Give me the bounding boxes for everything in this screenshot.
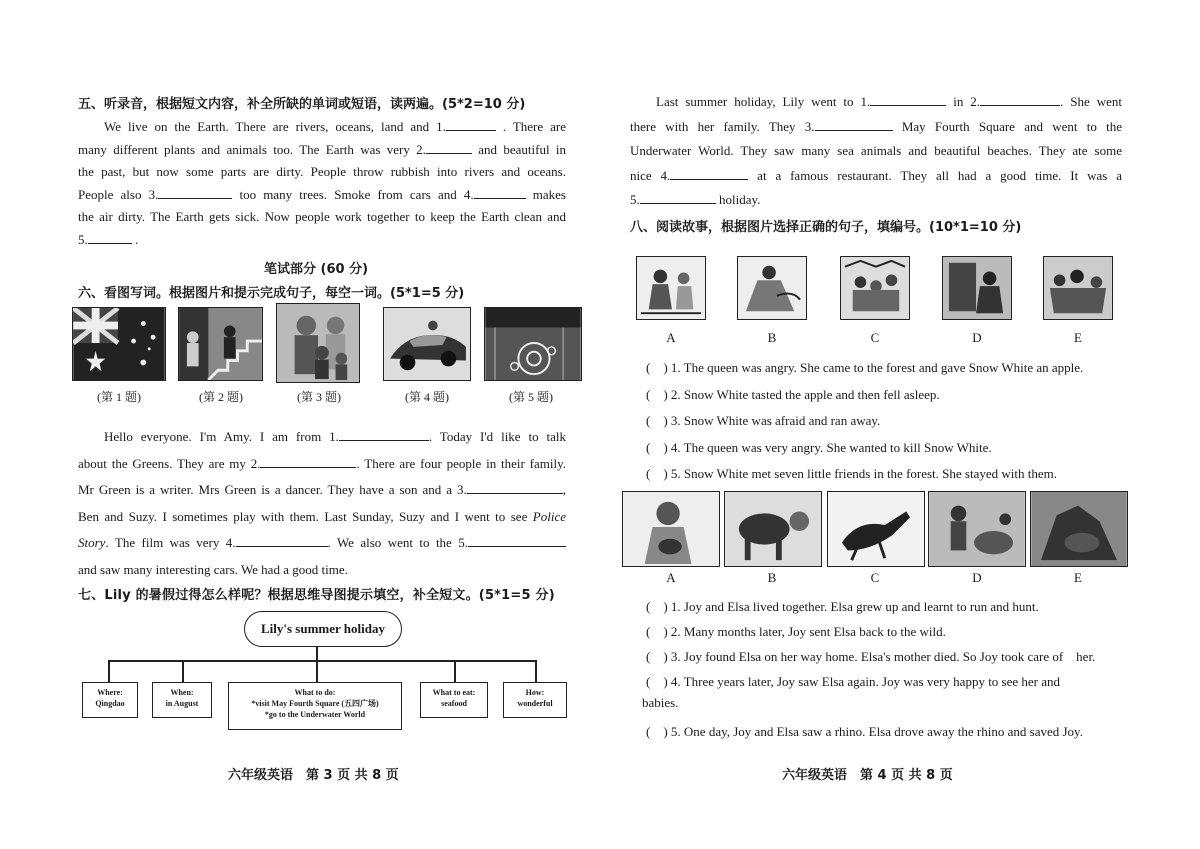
mindmap-what-to-do: What to do: *visit May Fourth Square (五四广场) *go to the Underwater World xyxy=(228,682,402,730)
s5-line-5: the air dirty. The Earth gets sick. Now people work together to keep the Earth clean and xyxy=(78,209,566,224)
story2-picture-c xyxy=(827,491,925,567)
letter-a-2: A xyxy=(666,570,676,585)
s7-line-3: Underwater World. They saw many sea animals and beautiful beaches. They ate some xyxy=(630,143,1122,158)
story2-item-1[interactable]: ( ) 1. Joy and Elsa lived together. Elsa grew up and learnt to run and hunt. xyxy=(646,599,1039,614)
s7-line-4: nice 4. at a famous restaurant. They all had a good time. It was a xyxy=(630,167,1123,183)
mindmap-leg-2 xyxy=(182,660,184,682)
s6-line-6: and saw many interesting cars. We had a good time. xyxy=(78,561,348,577)
s5-blank-5[interactable] xyxy=(88,230,132,244)
s7-blank-5[interactable] xyxy=(640,190,716,204)
letter-d: D xyxy=(972,330,982,345)
letter-a: A xyxy=(666,330,676,345)
story2-item-4-cont: babies. xyxy=(642,695,679,710)
story1-picture-e xyxy=(1043,256,1113,320)
story1-item-5[interactable]: ( ) 5. Snow White met seven little friends in the forest. She stayed with them. xyxy=(646,466,1057,481)
s7-line-1: Last summer holiday, Lily went to 1. in 2. . She went xyxy=(656,94,1122,109)
story1-picture-a xyxy=(636,256,706,320)
section-7-title: 七、Lily 的暑假过得怎么样呢？根据思维导图提示填空，补全短文。(5*1=5 分) xyxy=(78,588,555,603)
s5-line-3: the past, but now some parts are dirty. People throw rubbish into rivers and oceans. xyxy=(78,164,566,179)
caption-2: (第 2 题) xyxy=(199,390,243,404)
section-7-passage xyxy=(630,90,1122,213)
s6-blank-5[interactable] xyxy=(468,533,566,547)
section-5-title: 五、听录音，根据短文内容，补全所缺的单词或短语，读两遍。(5*2=10 分) xyxy=(78,97,526,112)
story2-picture-a xyxy=(622,491,720,567)
caption-3: (第 3 题) xyxy=(297,390,341,404)
s6-blank-2[interactable] xyxy=(260,454,356,468)
s5-line-2: many different plants and animals too. The Earth was very 2. and beautiful in xyxy=(78,141,566,157)
s6-blank-4[interactable] xyxy=(236,533,328,547)
story1-item-3[interactable]: ( ) 3. Snow White was afraid and ran away. xyxy=(646,413,881,428)
mindmap-where: Where: Qingdao xyxy=(82,682,138,718)
s6-line-1: Hello everyone. I'm Amy. I am from 1. . Today I'd like to talk xyxy=(104,429,566,444)
s6-line-2: about the Greens. They are my 2. . There are four people in their family. xyxy=(78,455,566,471)
picture-australia-flag xyxy=(72,307,166,381)
s5-line-1: We live on the Earth. There are rivers, oceans, land and 1. . There are xyxy=(104,119,566,134)
s5-line-4: People also 3. too many trees. Smoke from cars and 4. makes xyxy=(78,186,566,202)
letter-e-2: E xyxy=(1074,570,1082,585)
letter-c: C xyxy=(870,330,880,345)
s6-line-3: Mr Green is a writer. Mrs Green is a dancer. They have a son and a 3. , xyxy=(78,482,566,497)
story1-picture-c xyxy=(840,256,910,320)
s7-line-5: 5. holiday. xyxy=(630,192,761,207)
story2-picture-e xyxy=(1030,491,1128,567)
story2-item-4[interactable]: ( ) 4. Three years later, Joy saw Elsa again. Joy was very happy to see her and xyxy=(646,674,1061,689)
s6-blank-3[interactable] xyxy=(467,480,563,494)
mindmap-bar xyxy=(108,660,536,662)
story1-picture-b xyxy=(737,256,807,320)
s5-blank-3[interactable] xyxy=(158,185,232,199)
story1-picture-d xyxy=(942,256,1012,320)
flag-icon xyxy=(73,308,165,380)
caption-4: (第 4 题) xyxy=(405,390,449,404)
story1-item-1[interactable]: ( ) 1. The queen was angry. She came to the forest and gave Snow White an apple. xyxy=(646,360,1084,375)
mindmap-leg-4 xyxy=(454,660,456,682)
page-footer-3: 六年级英语 第 3 页 共 8 页 xyxy=(228,768,399,783)
mindmap-what-to-eat: What to eat: seafood xyxy=(420,682,488,718)
mindmap-leg-3 xyxy=(316,660,318,682)
mindmap-how: How: wonderful xyxy=(503,682,567,718)
page-footer-4: 六年级英语 第 4 页 共 8 页 xyxy=(782,768,953,783)
letter-b: B xyxy=(767,330,777,345)
s7-blank-1[interactable] xyxy=(870,92,946,106)
mindmap-leg-5 xyxy=(535,660,537,682)
written-part-title: 笔试部分 (60 分) xyxy=(264,262,369,277)
s5-blank-4[interactable] xyxy=(474,185,526,199)
s6-line-4: Ben and Suzy. I sometimes play with them. Last Sunday, Suzy and I went to see Police xyxy=(78,508,566,524)
s7-line-2: there with her family. They 3. May Fourth Square and went to the xyxy=(630,118,1122,134)
s6-blank-1[interactable] xyxy=(339,427,429,441)
s5-blank-1[interactable] xyxy=(446,117,496,131)
picture-car xyxy=(383,307,471,381)
s7-blank-4[interactable] xyxy=(670,166,748,180)
story2-item-2[interactable]: ( ) 2. Many months later, Joy sent Elsa back to the wild. xyxy=(646,624,946,639)
letter-b-2: B xyxy=(767,570,777,585)
caption-1: (第 1 题) xyxy=(97,390,141,404)
story2-picture-d xyxy=(928,491,1026,567)
s5-line-6: 5. . xyxy=(78,231,139,247)
story2-picture-b xyxy=(724,491,822,567)
s5-blank-2[interactable] xyxy=(426,140,472,154)
picture-family xyxy=(276,303,360,383)
letter-c-2: C xyxy=(870,570,880,585)
s7-blank-2[interactable] xyxy=(980,92,1060,106)
picture-stairs-people xyxy=(178,307,263,381)
story1-item-2[interactable]: ( ) 2. Snow White tasted the apple and then fell asleep. xyxy=(646,387,940,402)
section-6-title: 六、看图写词。根据图片和提示完成句子，每空一词。(5*1=5 分) xyxy=(78,286,465,301)
s7-blank-3[interactable] xyxy=(815,117,893,131)
letter-e: E xyxy=(1074,330,1082,345)
right-page xyxy=(600,0,1200,849)
caption-5: (第 5 题) xyxy=(509,390,553,404)
section-8-title: 八、阅读故事，根据图片选择正确的句子，填编号。(10*1=10 分) xyxy=(630,220,1022,235)
picture-car-museum xyxy=(484,307,582,381)
section-6-passage xyxy=(78,424,566,583)
mindmap-root: Lily's summer holiday xyxy=(244,611,402,647)
story2-item-3[interactable]: ( ) 3. Joy found Elsa on her way home. Elsa's mother died. So Joy took care of her. xyxy=(646,649,1096,664)
letter-d-2: D xyxy=(972,570,982,585)
mindmap-when: When: in August xyxy=(152,682,212,718)
mindmap-leg-1 xyxy=(108,660,110,682)
story1-item-4[interactable]: ( ) 4. The queen was very angry. She wanted to kill Snow White. xyxy=(646,440,992,455)
s6-line-5: Story. The film was very 4. . We also went to the 5. xyxy=(78,530,566,557)
mindmap-stem xyxy=(316,647,318,661)
story2-item-5[interactable]: ( ) 5. One day, Joy and Elsa saw a rhino. Elsa drove away the rhino and saved Joy. xyxy=(646,724,1083,739)
section-5-passage xyxy=(78,116,566,251)
